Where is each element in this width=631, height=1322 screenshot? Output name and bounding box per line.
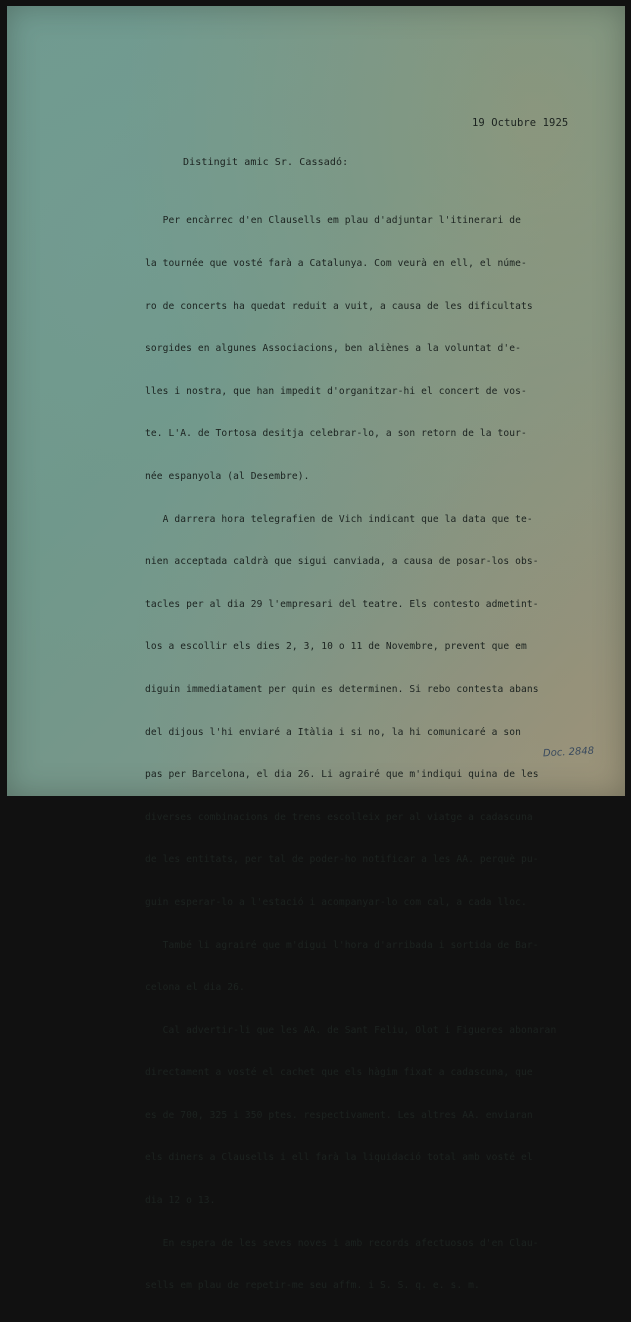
body-line: sells em plau de repetir-me seu affm. i S. S. q. e. s. m. [145, 1280, 480, 1292]
body-line: Per encàrrec d'en Clausells em plau d'adjuntar l'itinerari de [145, 215, 522, 227]
body-line: la tournée que vosté farà a Catalunya. Com veurà en ell, el núme- [145, 258, 527, 269]
body-line: diverses combinacions de trens escolleix per al viatge a cadascuna [145, 811, 533, 823]
body-line: los a escollir els dies 2, 3, 10 o 11 de Novembre, prevent que em [145, 641, 527, 653]
body-line: del dijous l'hi enviaré a Itàlia i si no, la hi comunicaré a son [145, 726, 522, 738]
body-line: te. L'A. de Tortosa desitja celebrar-lo, a son retorn de la tour- [145, 428, 527, 440]
body-line: dia 12 o 13. [145, 1195, 216, 1207]
body-line: En espera de les seves noves i amb records afectuosos d'en Clau- [145, 1237, 539, 1249]
body-line: de les entitats, per tal de poder-ho notificar a les AA. perquè pu- [145, 854, 539, 866]
body-line: pas per Barcelona, el dia 26. Li agrairé que m'indiqui quina de les [145, 769, 539, 781]
body-line: ro de concerts ha quedat reduit a vuit, a causa de les dificultats [145, 300, 533, 312]
body-line: els diners a Clausells i ell farà la liquidació total amb vosté el [145, 1152, 533, 1164]
body-line: diguin immediatament per quin es determinen. Si rebo contesta abans [145, 683, 539, 695]
body-line: nien acceptada caldrà que sigui canviada, a causa de posar-los obs- [145, 556, 539, 568]
body-line: A darrera hora telegrafien de Vich indicant que la data que te- [145, 513, 533, 525]
letter-salutation: Distingit amic Sr. Cassadó: [183, 157, 349, 168]
letter-page [7, 6, 625, 1292]
body-line: tacles per al dia 29 l'empresari del teatre. Els contesto admetint- [145, 598, 539, 610]
body-line: directament a vosté el cachet que els hàgim fixat a cadascuna, que [145, 1067, 533, 1079]
body-line: lles i nostra, que han impedit d'organitzar-hi el concert de vos- [145, 385, 527, 397]
body-line: sorgides en algunes Associacions, ben aliènes a la voluntat d'e- [145, 343, 522, 355]
body-line: née espanyola (al Desembre). [145, 470, 310, 482]
letter-date: 19 Octubre 1925 [472, 117, 569, 129]
body-line: celona el dia 26. [145, 982, 245, 994]
archive-reference: Doc. 2848 [542, 745, 595, 760]
body-line: També li agrairé que m'digui l'hora d'arribada i sortida de Bar- [145, 939, 539, 951]
body-line: es de 700, 325 i 350 ptes. respectivament. Les altres AA. enviaran [145, 1109, 533, 1121]
letter-body [145, 186, 556, 1322]
body-line: Cal advertir-li que les AA. de Sant Feliu, Olot i Figueres abonaran [145, 1024, 557, 1036]
body-line: guin esperar-lo a l'estació i acompanyar-lo com cal, a cada lloc. [145, 896, 527, 908]
